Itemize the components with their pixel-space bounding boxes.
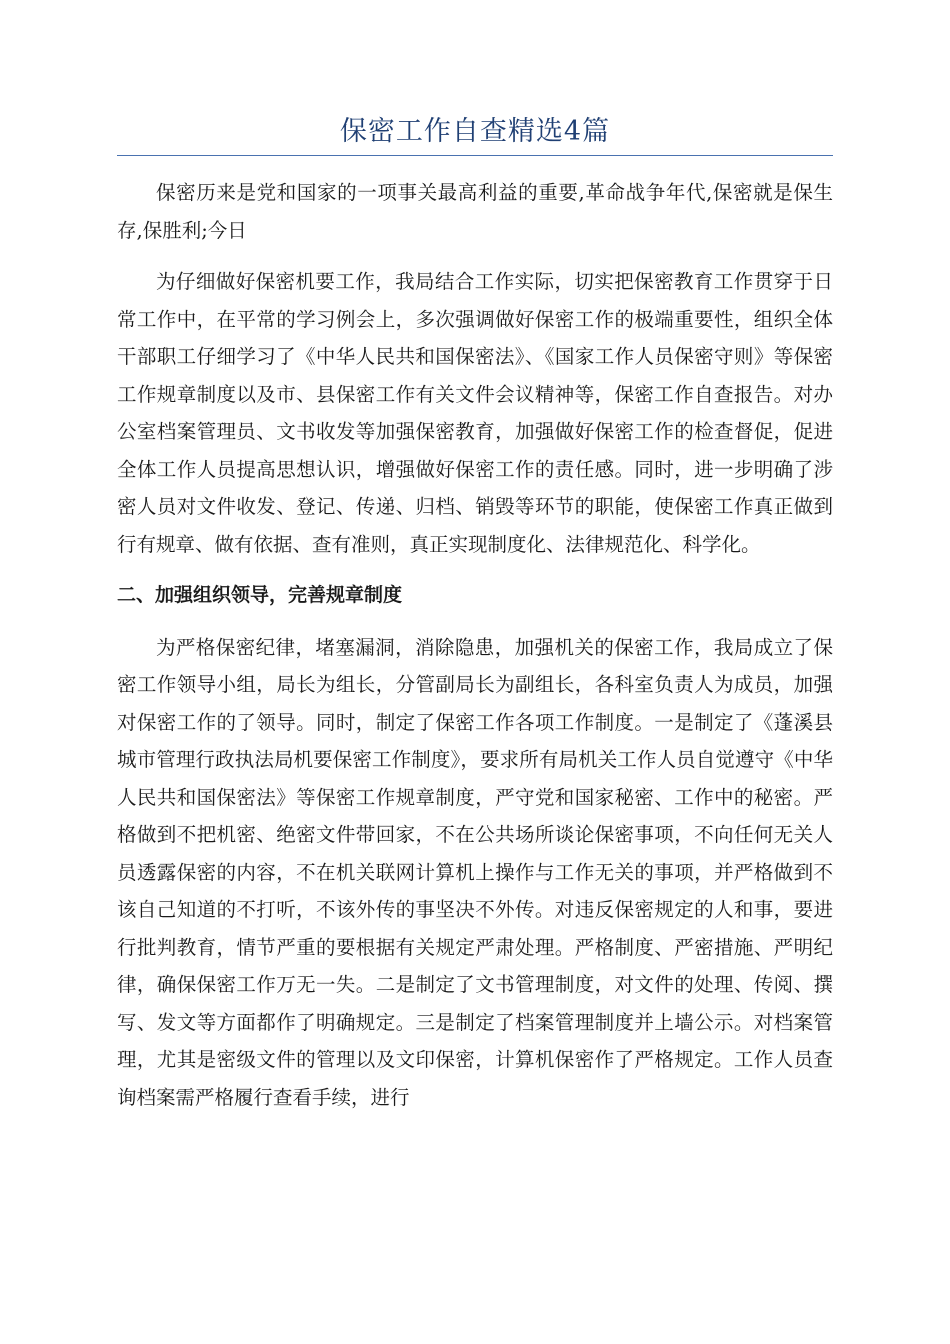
document-page: [117, 0, 833, 1344]
title-divider: [117, 155, 833, 156]
document-body: [117, 174, 833, 1130]
body-paragraph: 为仔细做好保密机要工作，我局结合工作实际，切实把保密教育工作贯穿于日常工作中，在平常的学习例会上，多次强调做好保密工作的极端重要性，组织全体干部职工仔细学习了《中华人民共和国保密法》、《国家工作人员保密守则》等保密工作规章制度以及市、县保密工作有关文件会议精神等，保密工作自查报告。对办公室档案管理员、文书收发等加强保密教育，加强做好保密工作的检查督促，促进全体工作人员提高思想认识，增强做好保密工作的责任感。同时，进一步明确了涉密人员对文件收发、登记、传递、归档、销毁等环节的职能，使保密工作真正做到行有规章、做有依据、查有准则，真正实现制度化、法律规范化、科学化。: [117, 270, 833, 556]
section-paragraph: 为严格保密纪律，堵塞漏洞，消除隐患，加强机关的保密工作，我局成立了保密工作领导小组，局长为组长，分管副局长为副组长，各科室负责人为成员，加强对保密工作的了领导。同时，制定了保密工作各项工作制度。一是制定了《蓬溪县城市管理行政执法局机要保密工作制度》，要求所有局机关工作人员自觉遵守《中华人民共和国保密法》等保密工作规章制度，严守党和国家秘密、工作中的秘密。严格做到不把机密、绝密文件带回家，不在公共场所谈论保密事项，不向任何无关人员透露保密的内容，不在机关联网计算机上操作与工作无关的事项，并严格做到不该自己知道的不打听，不该外传的事坚决不外传。对违反保密规定的人和事，要进行批判教育，情节严重的要根据有关规定严肃处理。严格制度、严密措施、严明纪律，确保保密工作万无一失。二是制定了文书管理制度，对文件的处理、传阅、撰写、发文等方面都作了明确规定。三是制定了档案管理制度并上墙公示。对档案管理，尤其是密级文件的管理以及文印保密，计算机保密作了严格规定。工作人员查询档案需严格履行查看手续，进行: [117, 635, 833, 1109]
intro-paragraph: 保密历来是党和国家的一项事关最高利益的重要,革命战争年代,保密就是保生存,保胜利;今日: [117, 181, 833, 242]
document-title: 保密工作自查精选4篇: [339, 116, 611, 147]
section-heading: 二、加强组织领导，完善规章制度: [117, 584, 403, 606]
